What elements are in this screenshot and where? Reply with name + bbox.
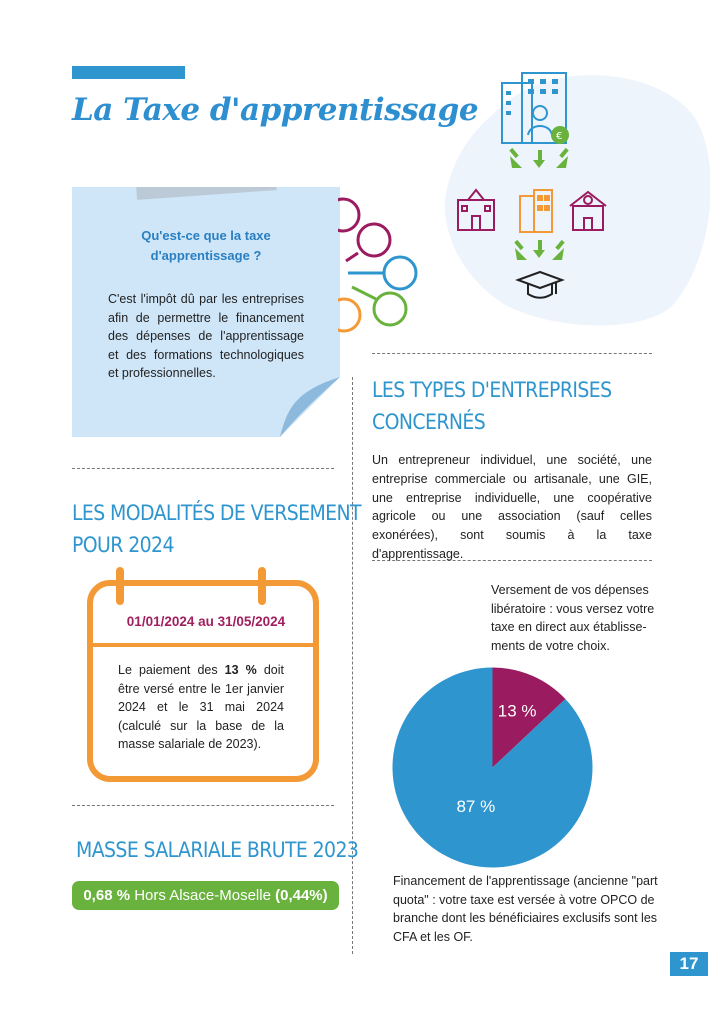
pie-chart <box>390 665 595 870</box>
column-divider <box>352 377 353 954</box>
entreprises-heading-line1: LES TYPES D'ENTREPRISES <box>372 378 612 402</box>
calendar-text <box>118 661 284 754</box>
entreprises-heading <box>372 374 611 438</box>
masse-heading: MASSE SALARIALE BRUTE 2023 <box>76 838 359 862</box>
decorative-rings <box>338 195 420 345</box>
svg-text:€: € <box>556 131 563 142</box>
modalites-heading-line1: LES MODALITÉS DE VERSEMENT <box>72 501 361 525</box>
euro-bag-icon <box>551 126 569 144</box>
pie-label-0: 13 % <box>497 701 537 721</box>
entreprises-heading-line2: CONCERNÉS <box>372 410 486 434</box>
pie-label-1: 87 % <box>456 797 496 817</box>
entreprises-text: Un entrepreneur individuel, une société, une entreprise commerciale ou artisanale, une GIE, une entreprise individuelle, une coopérative agricole ou une association (sauf celles exonérées), sont soumis à la taxe d'apprentissage. <box>372 453 652 561</box>
pie-top-label: Versement de vos dépenses libératoire : vous versez votre taxe en direct aux établisse-ments de votre choix. <box>491 583 655 653</box>
page-number: 17 <box>670 952 708 976</box>
note-question: Qu'est-ce que la taxe d'apprentissage ? <box>141 228 271 263</box>
modalites-heading-line2: POUR 2024 <box>72 533 174 557</box>
pie-bottom-label: Financement de l'apprentissage (ancienne "part quota" : votre taxe est versée à votre OPCO de branche dont les bénéficiaires exclusifs sont les CFA et les OF. <box>393 874 658 944</box>
title-accent-bar <box>72 66 185 79</box>
rate-label: Hors Alsace-Moselle <box>130 887 276 904</box>
separator <box>72 805 334 806</box>
note-text: C'est l'impôt dû par les entreprises afin de permettre le financement des dépenses de l'apprentissage et des formations technologiques et professionnelles. <box>108 292 304 380</box>
calendar-dates: 01/01/2024 au 31/05/2024 <box>126 614 286 629</box>
separator <box>72 468 334 469</box>
rate-pill <box>72 881 339 910</box>
separator <box>372 353 652 354</box>
rate-main: 0,68 % <box>83 887 131 904</box>
calendar-text-percent: 13 % <box>224 663 257 677</box>
calendar-text-end: doit être versé entre le 1er janvier 2024 et le 31 mai 2024 (calculé sur la base de la masse salariale de 2023). <box>118 663 284 751</box>
funding-flow-illustration <box>440 68 710 326</box>
rate-alsace: (0,44%) <box>275 887 328 904</box>
modalites-heading <box>72 497 361 561</box>
calendar-text-start: Le paiement des <box>118 663 225 677</box>
page-title: La Taxe d'apprentissage <box>72 92 479 128</box>
